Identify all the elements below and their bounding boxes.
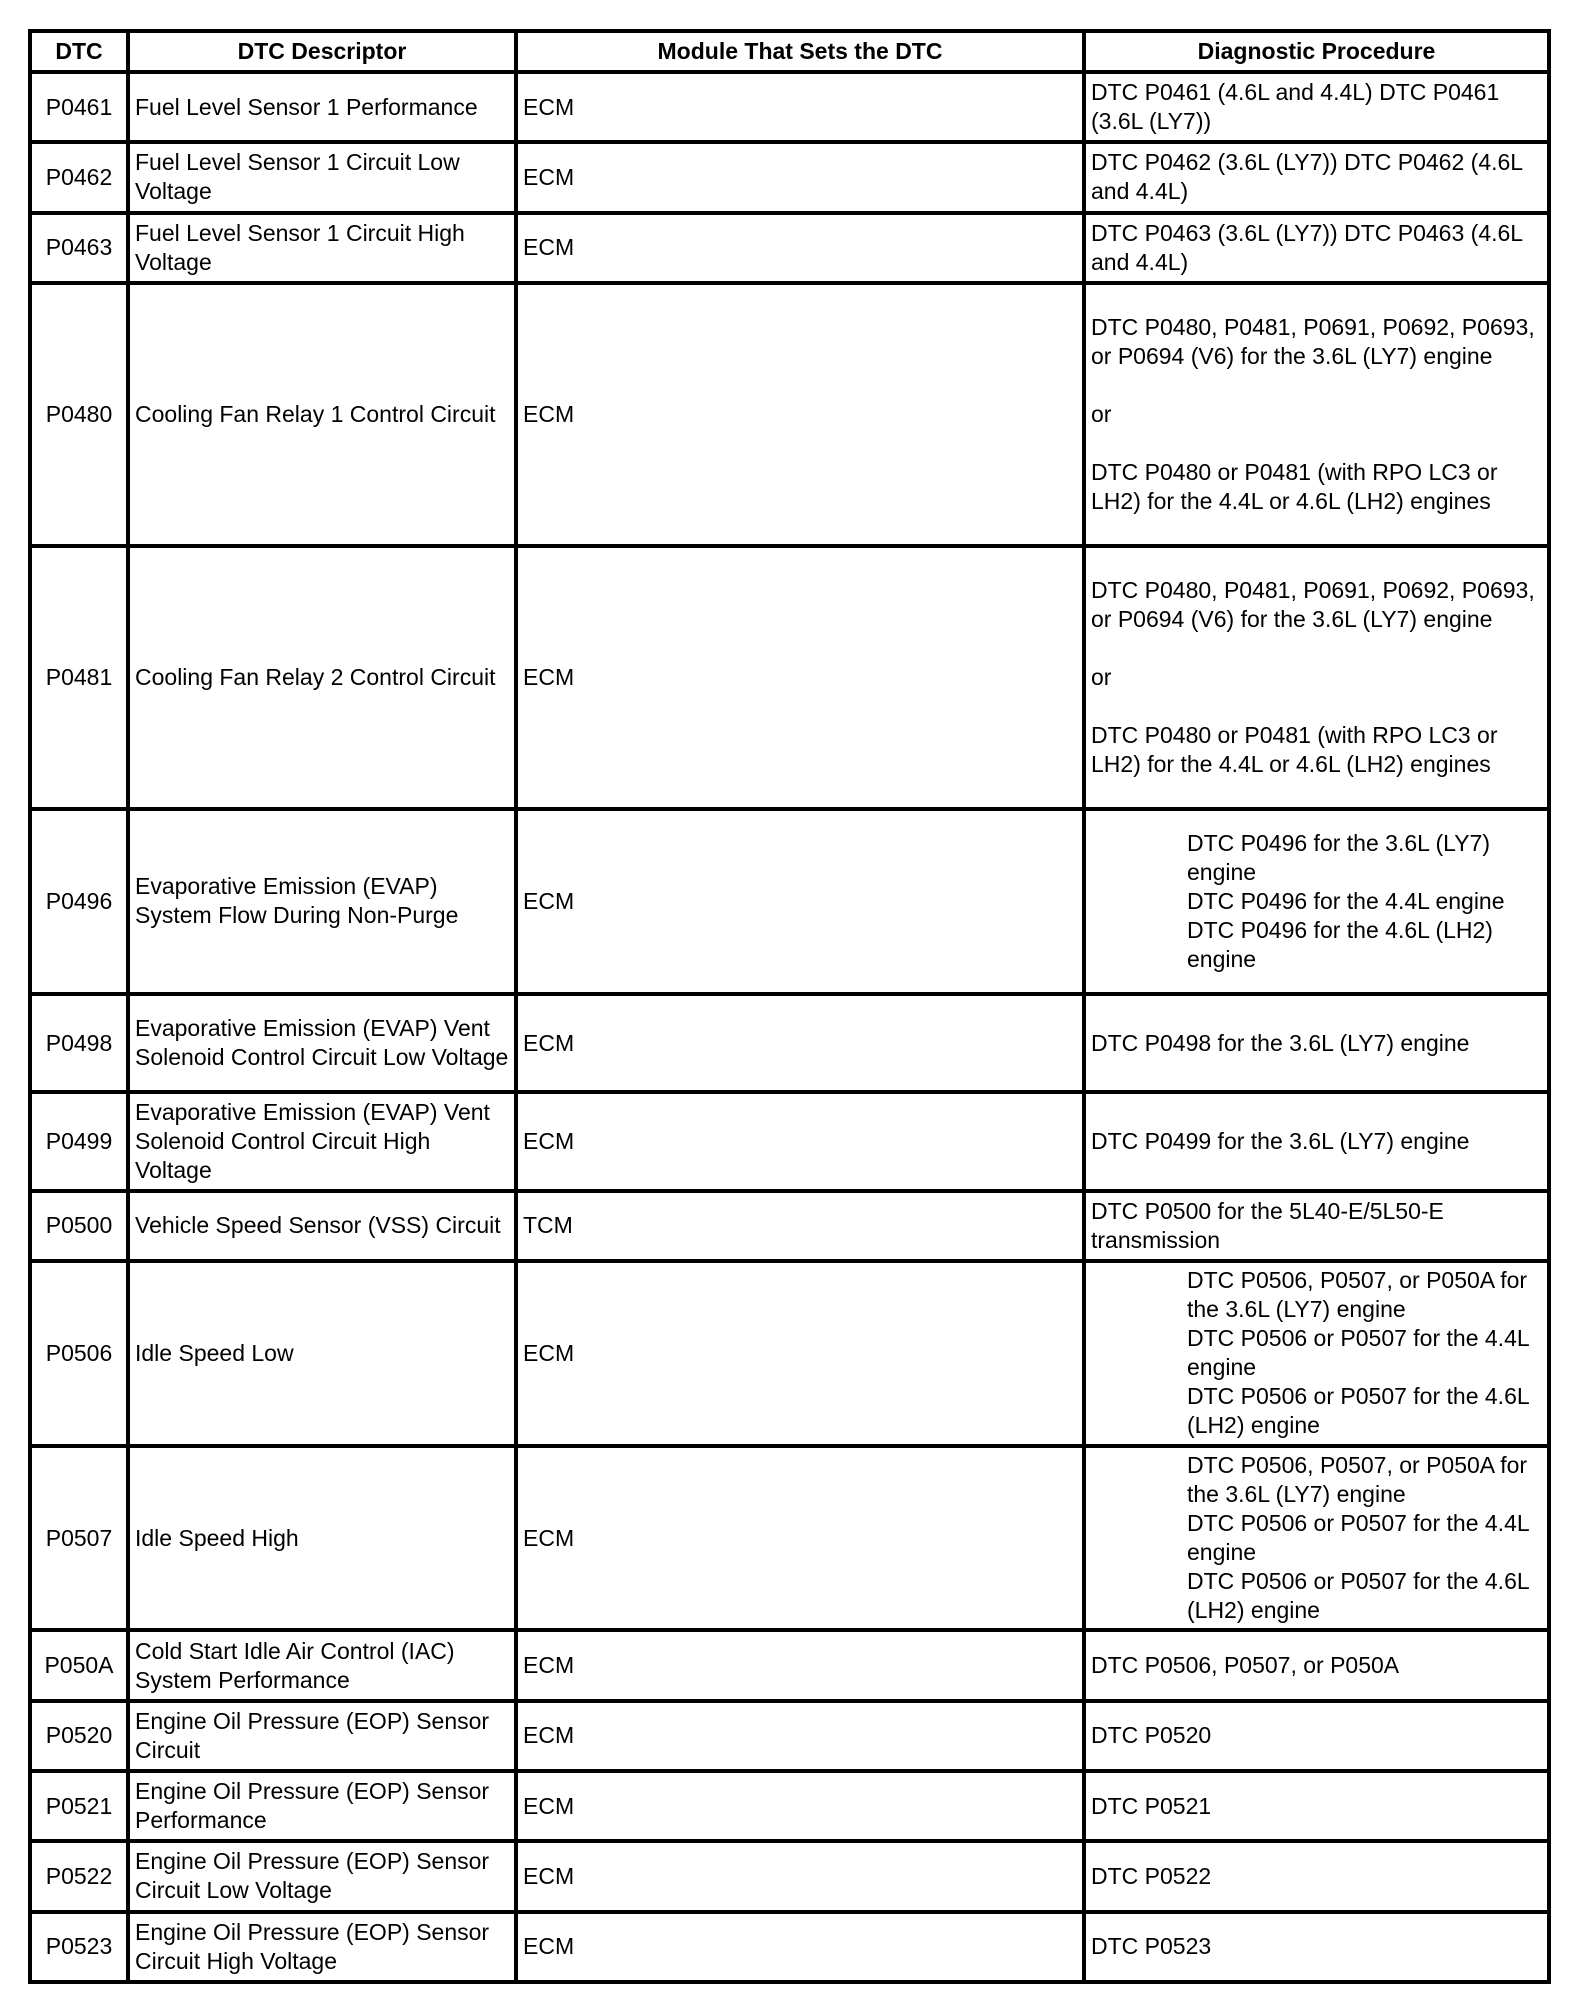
- procedure-line: DTC P0480, P0481, P0691, P0692, P0693, or P0694 (V6) for the 3.6L (LY7) engine: [1091, 313, 1535, 369]
- module-cell: ECM: [516, 283, 1084, 546]
- procedure-cell: [1084, 1701, 1549, 1771]
- descriptor-cell: Evaporative Emission (EVAP) Vent Solenoid Control Circuit High Voltage: [128, 1092, 516, 1190]
- procedure-cell: [1084, 142, 1549, 212]
- procedure-line: DTC P0521: [1091, 1792, 1212, 1819]
- module-cell: ECM: [516, 809, 1084, 994]
- procedure-spacer: [1091, 692, 1542, 721]
- descriptor-cell: Engine Oil Pressure (EOP) Sensor Circuit: [128, 1701, 516, 1771]
- header-descriptor: DTC Descriptor: [128, 31, 516, 72]
- procedure-cell: [1084, 1261, 1549, 1446]
- table-row: [30, 1191, 1549, 1261]
- procedure-cell: [1084, 1446, 1549, 1631]
- procedure-line: DTC P0496 for the 4.4L engine: [1187, 887, 1505, 914]
- procedure-line: DTC P0480, P0481, P0691, P0692, P0693, or P0694 (V6) for the 3.6L (LY7) engine: [1091, 576, 1535, 632]
- table-row: [30, 142, 1549, 212]
- dtc-code-cell: P0496: [30, 809, 128, 994]
- dtc-code-cell: P0500: [30, 1191, 128, 1261]
- procedure-line: DTC P0463 (3.6L (LY7)) DTC P0463 (4.6L and 4.4L): [1091, 219, 1523, 275]
- module-cell: ECM: [516, 994, 1084, 1092]
- table-row: [30, 809, 1549, 994]
- table-row: [30, 1261, 1549, 1446]
- table-row: [30, 546, 1549, 809]
- procedure-cell: [1084, 1191, 1549, 1261]
- procedure-cell: [1084, 1092, 1549, 1190]
- procedure-line: DTC P0496 for the 3.6L (LY7) engine: [1187, 829, 1490, 885]
- descriptor-cell: Evaporative Emission (EVAP) System Flow During Non-Purge: [128, 809, 516, 994]
- table-row: [30, 1092, 1549, 1190]
- module-cell: ECM: [516, 213, 1084, 283]
- procedure-line: DTC P0506, P0507, or P050A for the 3.6L (LY7) engine: [1187, 1452, 1528, 1508]
- dtc-code-cell: P0499: [30, 1092, 128, 1190]
- descriptor-cell: Cold Start Idle Air Control (IAC) System Performance: [128, 1630, 516, 1700]
- procedure-line: DTC P0480 or P0481 (with RPO LC3 or LH2) for the 4.4L or 4.6L (LH2) engines: [1091, 721, 1498, 777]
- procedure-line: DTC P0506 or P0507 for the 4.4L engine: [1187, 1510, 1529, 1566]
- procedure-cell: [1084, 1912, 1549, 1982]
- procedure-cell: [1084, 1841, 1549, 1911]
- module-cell: TCM: [516, 1191, 1084, 1261]
- procedure-line: DTC P0506 or P0507 for the 4.6L (LH2) engine: [1187, 1383, 1529, 1439]
- dtc-code-cell: P0480: [30, 283, 128, 546]
- procedure-line: DTC P0506, P0507, or P050A for the 3.6L (LY7) engine: [1187, 1267, 1528, 1323]
- module-cell: ECM: [516, 1912, 1084, 1982]
- table-body: [30, 72, 1549, 1982]
- table-row: [30, 1701, 1549, 1771]
- header-dtc: DTC: [30, 31, 128, 72]
- dtc-code-cell: P0522: [30, 1841, 128, 1911]
- procedure-line: DTC P0496 for the 4.6L (LH2) engine: [1187, 916, 1493, 972]
- descriptor-cell: Idle Speed Low: [128, 1261, 516, 1446]
- procedure-cell: [1084, 546, 1549, 809]
- procedure-line: DTC P0506 or P0507 for the 4.6L (LH2) engine: [1187, 1568, 1529, 1624]
- dtc-code-cell: P0520: [30, 1701, 128, 1771]
- dtc-code-cell: P0507: [30, 1446, 128, 1631]
- table-row: [30, 283, 1549, 546]
- descriptor-cell: Engine Oil Pressure (EOP) Sensor Circuit Low Voltage: [128, 1841, 516, 1911]
- dtc-code-cell: P0498: [30, 994, 128, 1092]
- dtc-code-cell: P0461: [30, 72, 128, 142]
- procedure-spacer: [1091, 371, 1542, 400]
- header-module: Module That Sets the DTC: [516, 31, 1084, 72]
- descriptor-cell: Cooling Fan Relay 1 Control Circuit: [128, 283, 516, 546]
- dtc-code-cell: P0463: [30, 213, 128, 283]
- dtc-code-cell: P0462: [30, 142, 128, 212]
- descriptor-cell: Engine Oil Pressure (EOP) Sensor Performance: [128, 1771, 516, 1841]
- procedure-line: DTC P0461 (4.6L and 4.4L) DTC P0461 (3.6L (LY7)): [1091, 79, 1500, 135]
- procedure-cell: [1084, 994, 1549, 1092]
- dtc-code-cell: P050A: [30, 1630, 128, 1700]
- dtc-code-cell: P0506: [30, 1261, 128, 1446]
- procedure-line: or: [1091, 663, 1112, 690]
- dtc-code-cell: P0523: [30, 1912, 128, 1982]
- table-row: [30, 72, 1549, 142]
- table-header-row: [30, 31, 1549, 72]
- table-row: [30, 1912, 1549, 1982]
- procedure-cell: [1084, 72, 1549, 142]
- procedure-cell: [1084, 1630, 1549, 1700]
- dtc-table: [28, 29, 1551, 1984]
- module-cell: ECM: [516, 1701, 1084, 1771]
- table-row: [30, 213, 1549, 283]
- procedure-line: DTC P0522: [1091, 1862, 1212, 1889]
- procedure-cell: [1084, 809, 1549, 994]
- descriptor-cell: Idle Speed High: [128, 1446, 516, 1631]
- module-cell: ECM: [516, 1261, 1084, 1446]
- procedure-line: DTC P0500 for the 5L40-E/5L50-E transmission: [1091, 1197, 1444, 1253]
- module-cell: ECM: [516, 72, 1084, 142]
- module-cell: ECM: [516, 142, 1084, 212]
- descriptor-cell: Evaporative Emission (EVAP) Vent Solenoid Control Circuit Low Voltage: [128, 994, 516, 1092]
- table-row: [30, 1771, 1549, 1841]
- descriptor-cell: Fuel Level Sensor 1 Circuit High Voltage: [128, 213, 516, 283]
- procedure-line: DTC P0480 or P0481 (with RPO LC3 or LH2) for the 4.4L or 4.6L (LH2) engines: [1091, 458, 1498, 514]
- descriptor-cell: Engine Oil Pressure (EOP) Sensor Circuit High Voltage: [128, 1912, 516, 1982]
- module-cell: ECM: [516, 1446, 1084, 1631]
- descriptor-cell: Fuel Level Sensor 1 Performance: [128, 72, 516, 142]
- procedure-line: DTC P0523: [1091, 1933, 1212, 1960]
- dtc-code-cell: P0521: [30, 1771, 128, 1841]
- procedure-cell: [1084, 283, 1549, 546]
- header-procedure: Diagnostic Procedure: [1084, 31, 1549, 72]
- module-cell: ECM: [516, 1630, 1084, 1700]
- procedure-spacer: [1091, 429, 1542, 458]
- dtc-code-cell: P0481: [30, 546, 128, 809]
- procedure-line: DTC P0462 (3.6L (LY7)) DTC P0462 (4.6L and 4.4L): [1091, 149, 1523, 205]
- descriptor-cell: Vehicle Speed Sensor (VSS) Circuit: [128, 1191, 516, 1261]
- module-cell: ECM: [516, 546, 1084, 809]
- procedure-line: DTC P0499 for the 3.6L (LY7) engine: [1091, 1127, 1470, 1154]
- procedure-line: DTC P0506 or P0507 for the 4.4L engine: [1187, 1325, 1529, 1381]
- table-row: [30, 1446, 1549, 1631]
- descriptor-cell: Fuel Level Sensor 1 Circuit Low Voltage: [128, 142, 516, 212]
- table-row: [30, 1841, 1549, 1911]
- procedure-line: DTC P0498 for the 3.6L (LY7) engine: [1091, 1029, 1470, 1056]
- module-cell: ECM: [516, 1092, 1084, 1190]
- module-cell: ECM: [516, 1771, 1084, 1841]
- procedure-line: DTC P0506, P0507, or P050A: [1091, 1652, 1400, 1679]
- procedure-cell: [1084, 1771, 1549, 1841]
- procedure-cell: [1084, 213, 1549, 283]
- module-cell: ECM: [516, 1841, 1084, 1911]
- procedure-line: or: [1091, 400, 1112, 427]
- descriptor-cell: Cooling Fan Relay 2 Control Circuit: [128, 546, 516, 809]
- procedure-spacer: [1091, 634, 1542, 663]
- table-row: [30, 994, 1549, 1092]
- table-row: [30, 1630, 1549, 1700]
- procedure-line: DTC P0520: [1091, 1722, 1212, 1749]
